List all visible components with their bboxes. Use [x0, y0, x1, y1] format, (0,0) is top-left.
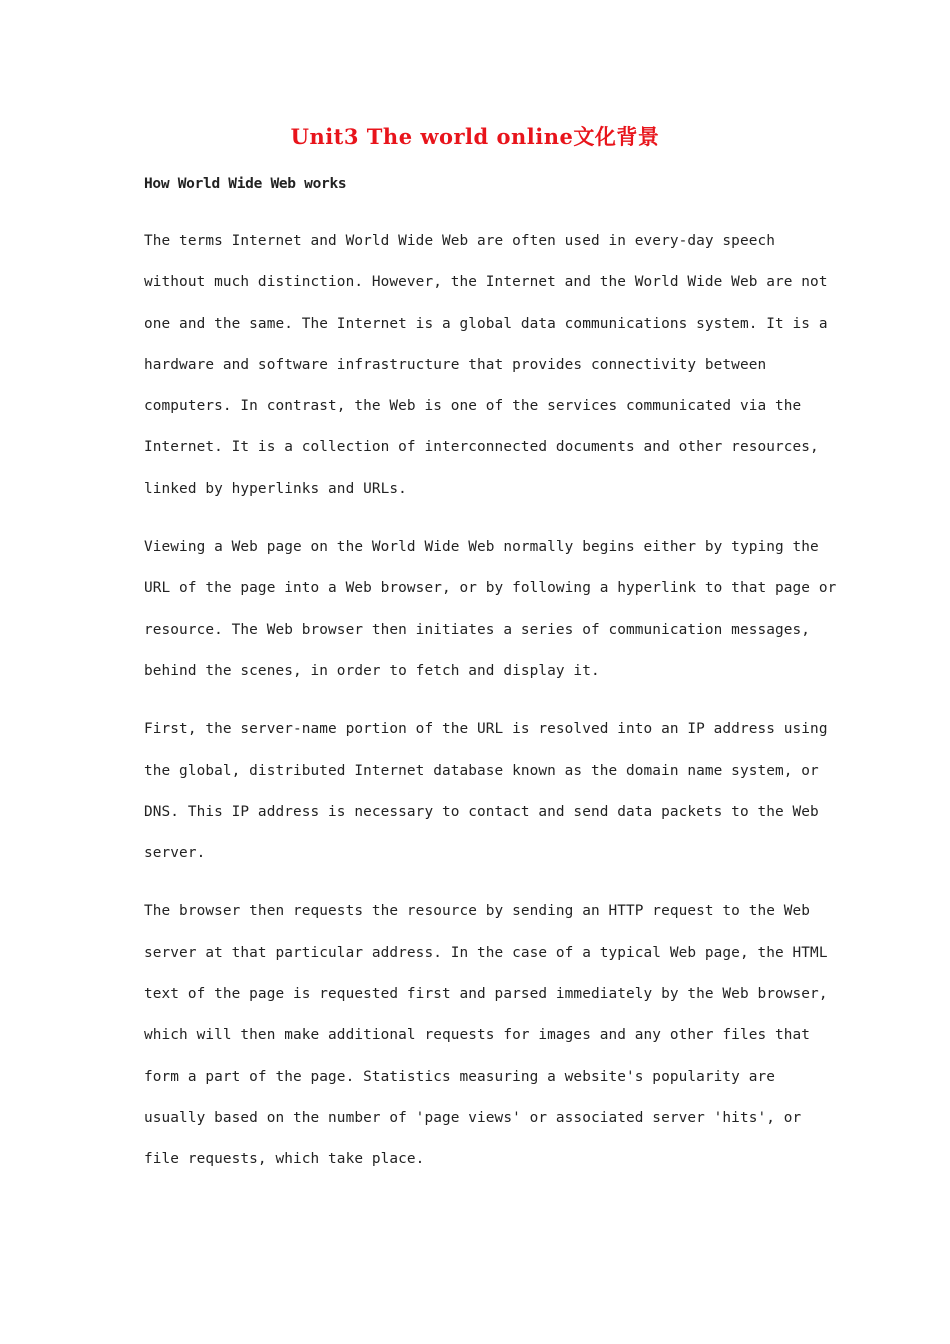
text-line: The browser then requests the resource by sending an HTTP request to the Web	[144, 903, 811, 920]
text-line: resource. The Web browser then initiates a series of communication messages,	[144, 621, 811, 638]
text-line: behind the scenes, in order to fetch and display it.	[144, 662, 600, 679]
text-line: The terms Internet and World Wide Web are often used in every-day speech	[144, 233, 775, 249]
paragraph-1	[144, 221, 828, 510]
text-line: server.	[144, 845, 206, 862]
text-line: usually based on the number of 'page views' or associated server 'hits', or	[144, 1109, 802, 1126]
text-line: without much distinction. However, the Internet and the World Wide Web are not	[144, 274, 828, 291]
paragraph-2	[144, 527, 837, 692]
text-line: which will then make additional requests for images and any other files that	[144, 1027, 811, 1044]
text-line: Viewing a Web page on the World Wide Web normally begins either by typing the	[144, 539, 819, 556]
text-line: URL of the page into a Web browser, or by following a hyperlink to that page or	[144, 580, 837, 597]
document-title: Unit3 The world online文化背景	[290, 124, 660, 149]
text-line: one and the same. The Internet is a global data communications system. It is a	[144, 315, 828, 332]
text-line: file requests, which take place.	[144, 1151, 425, 1168]
paragraph-3	[144, 709, 828, 874]
text-line: form a part of the page. Statistics measuring a website's popularity are	[144, 1068, 775, 1085]
text-line: server at that particular address. In the case of a typical Web page, the HTML	[144, 944, 828, 961]
text-line: computers. In contrast, the Web is one of the services communicated via the	[144, 398, 802, 415]
paragraph-4	[144, 891, 828, 1180]
text-line: DNS. This IP address is necessary to contact and send data packets to the Web	[144, 803, 819, 820]
document-body	[144, 221, 837, 1198]
text-line: text of the page is requested first and parsed immediately by the Web browser,	[144, 986, 828, 1003]
text-line: hardware and software infrastructure that provides connectivity between	[144, 356, 767, 373]
section-heading: How World Wide Web works	[144, 176, 347, 192]
text-line: First, the server-name portion of the URL is resolved into an IP address using	[144, 721, 828, 738]
text-line: linked by hyperlinks and URLs.	[144, 480, 407, 497]
text-line: the global, distributed Internet database known as the domain name system, or	[144, 762, 819, 779]
text-line: Internet. It is a collection of interconnected documents and other resources,	[144, 439, 819, 456]
